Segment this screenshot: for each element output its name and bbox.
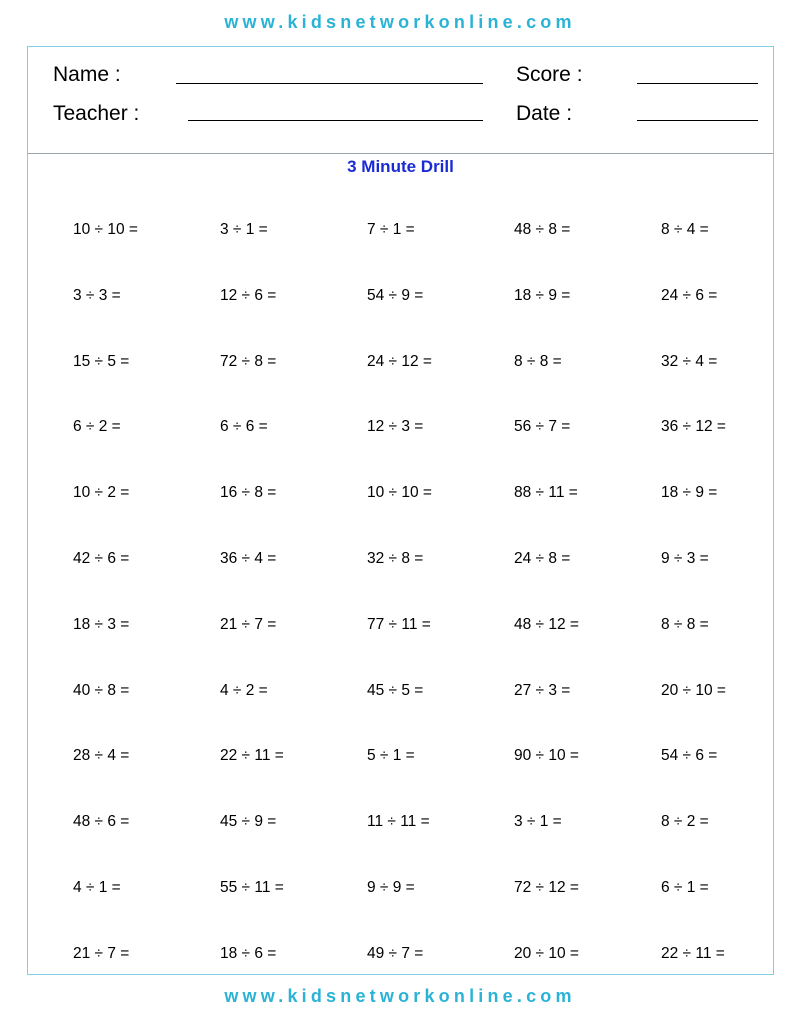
division-problem: 3 ÷ 1 = <box>514 813 562 830</box>
division-problem: 36 ÷ 12 = <box>661 418 726 435</box>
division-problem: 18 ÷ 3 = <box>73 616 130 633</box>
division-problem: 10 ÷ 2 = <box>73 484 130 501</box>
division-problem: 18 ÷ 9 = <box>661 484 718 501</box>
division-problem: 48 ÷ 8 = <box>514 221 571 238</box>
teacher-label: Teacher : <box>53 102 140 125</box>
division-problem: 18 ÷ 6 = <box>220 945 277 962</box>
division-problem: 56 ÷ 7 = <box>514 418 571 435</box>
division-problem: 4 ÷ 1 = <box>73 879 121 896</box>
division-problem: 40 ÷ 8 = <box>73 682 130 699</box>
division-problem: 42 ÷ 6 = <box>73 550 130 567</box>
division-problem: 27 ÷ 3 = <box>514 682 571 699</box>
division-problem: 55 ÷ 11 = <box>220 879 284 896</box>
division-problem: 54 ÷ 9 = <box>367 287 424 304</box>
division-problem: 16 ÷ 8 = <box>220 484 277 501</box>
division-problem: 32 ÷ 4 = <box>661 353 718 370</box>
division-problem: 28 ÷ 4 = <box>73 747 130 764</box>
division-problem: 18 ÷ 9 = <box>514 287 571 304</box>
division-problem: 20 ÷ 10 = <box>514 945 579 962</box>
division-problem: 3 ÷ 1 = <box>220 221 268 238</box>
division-problem: 11 ÷ 11 = <box>367 813 430 830</box>
division-problem: 6 ÷ 6 = <box>220 418 268 435</box>
division-problem: 90 ÷ 10 = <box>514 747 579 764</box>
division-problem: 4 ÷ 2 = <box>220 682 268 699</box>
worksheet-title: 3 Minute Drill <box>347 157 454 176</box>
division-problem: 6 ÷ 1 = <box>661 879 709 896</box>
division-problem: 24 ÷ 8 = <box>514 550 571 567</box>
division-problem: 22 ÷ 11 = <box>220 747 284 764</box>
division-problem: 9 ÷ 9 = <box>367 879 415 896</box>
division-problem: 54 ÷ 6 = <box>661 747 718 764</box>
division-problem: 21 ÷ 7 = <box>73 945 130 962</box>
score-label: Score : <box>516 63 583 86</box>
division-problem: 8 ÷ 8 = <box>514 353 562 370</box>
division-problem: 20 ÷ 10 = <box>661 682 726 699</box>
division-problem: 49 ÷ 7 = <box>367 945 424 962</box>
division-problem: 15 ÷ 5 = <box>73 353 130 370</box>
division-problem: 8 ÷ 8 = <box>661 616 709 633</box>
division-problem: 10 ÷ 10 = <box>367 484 432 501</box>
division-problem: 12 ÷ 3 = <box>367 418 424 435</box>
division-problem: 8 ÷ 2 = <box>661 813 709 830</box>
division-problem: 32 ÷ 8 = <box>367 550 424 567</box>
division-problem: 24 ÷ 12 = <box>367 353 432 370</box>
problem-grid <box>28 47 773 974</box>
division-problem: 12 ÷ 6 = <box>220 287 277 304</box>
division-problem: 3 ÷ 3 = <box>73 287 121 304</box>
division-problem: 88 ÷ 11 = <box>514 484 578 501</box>
worksheet-frame <box>27 46 774 975</box>
date-label: Date : <box>516 102 573 125</box>
division-problem: 21 ÷ 7 = <box>220 616 277 633</box>
division-problem: 36 ÷ 4 = <box>220 550 277 567</box>
division-problem: 45 ÷ 5 = <box>367 682 424 699</box>
division-problem: 72 ÷ 8 = <box>220 353 277 370</box>
name-label: Name : <box>53 63 121 86</box>
division-problem: 7 ÷ 1 = <box>367 221 415 238</box>
division-problem: 22 ÷ 11 = <box>661 945 725 962</box>
division-problem: 48 ÷ 6 = <box>73 813 130 830</box>
division-problem: 10 ÷ 10 = <box>73 221 138 238</box>
division-problem: 6 ÷ 2 = <box>73 418 121 435</box>
division-problem: 9 ÷ 3 = <box>661 550 709 567</box>
division-problem: 5 ÷ 1 = <box>367 747 415 764</box>
site-url-bottom: www.kidsnetworkonline.com <box>224 986 576 1006</box>
division-problem: 48 ÷ 12 = <box>514 616 579 633</box>
division-problem: 24 ÷ 6 = <box>661 287 718 304</box>
site-url-top: www.kidsnetworkonline.com <box>224 12 576 32</box>
division-problem: 72 ÷ 12 = <box>514 879 579 896</box>
division-problem: 77 ÷ 11 = <box>367 616 431 633</box>
division-problem: 45 ÷ 9 = <box>220 813 277 830</box>
division-problem: 8 ÷ 4 = <box>661 221 709 238</box>
